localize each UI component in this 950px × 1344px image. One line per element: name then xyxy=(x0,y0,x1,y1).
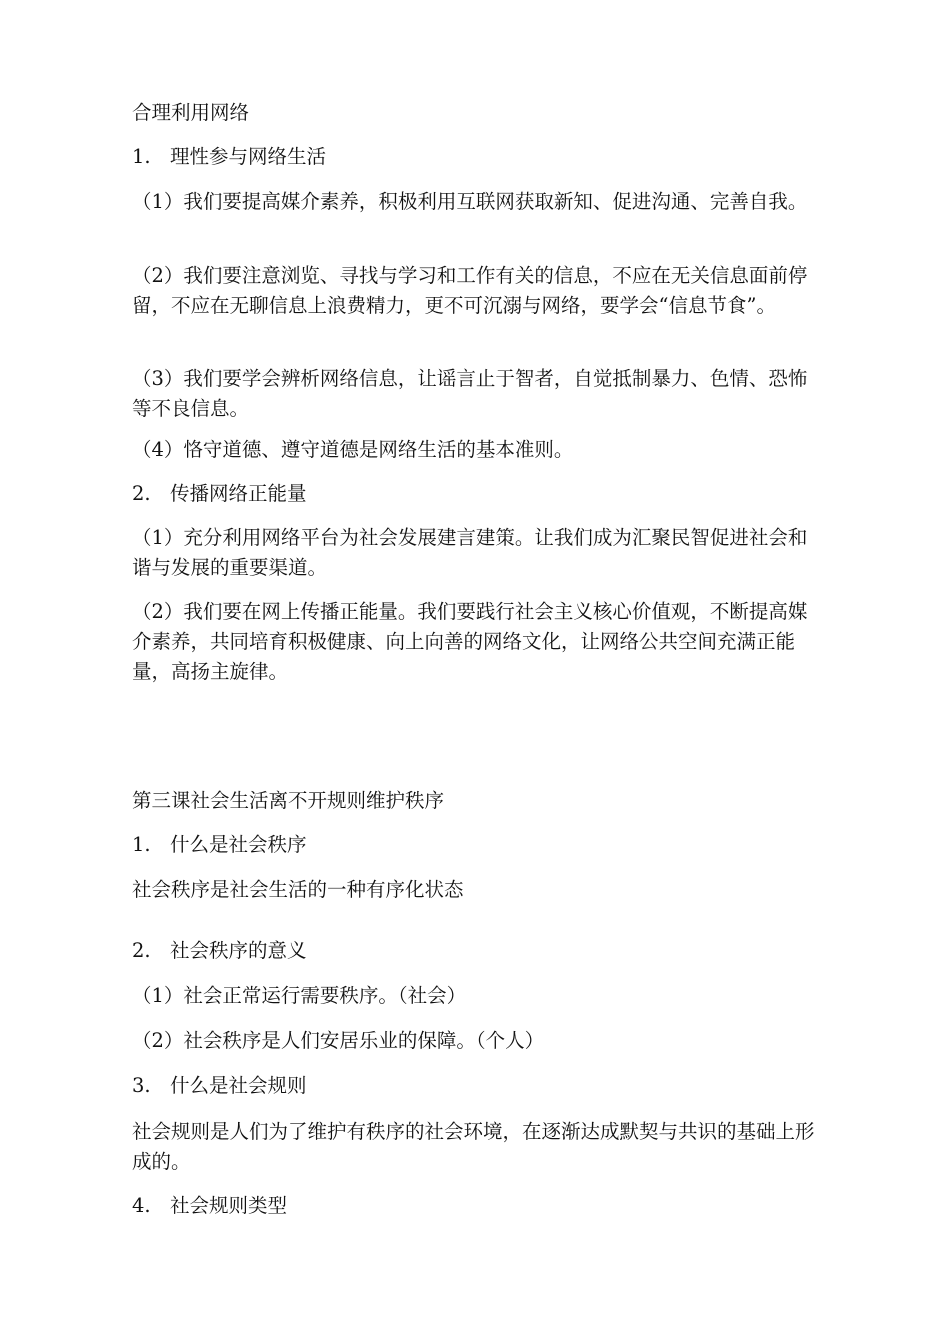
heading-2 xyxy=(132,936,822,966)
chapter-title: 第三课社会生活离不开规则维护秩序 xyxy=(132,789,445,812)
list-item: （1）社会正常运行需要秩序。（社会） xyxy=(132,984,467,1007)
paragraph: 社会规则是人们为了维护有秩序的社会环境，在逐渐达成默契与共识的基础上形成的。 xyxy=(132,1120,815,1173)
heading-3 xyxy=(132,1071,822,1101)
heading-1 xyxy=(132,142,822,172)
heading-text: 理性参与网络生活 xyxy=(170,145,327,168)
heading-text: 传播网络正能量 xyxy=(170,482,307,505)
heading-4 xyxy=(132,1191,822,1221)
list-item: （4）恪守道德、遵守道德是网络生活的基本准则。 xyxy=(132,438,574,461)
heading-2 xyxy=(132,479,822,509)
heading-number: 4. xyxy=(132,1194,151,1217)
list-item: （2）社会秩序是人们安居乐业的保障。（个人） xyxy=(132,1029,545,1052)
paragraph: 社会秩序是社会生活的一种有序化状态 xyxy=(132,878,464,901)
section-title: 合理利用网络 xyxy=(132,101,250,124)
list-item: （2）我们要在网上传播正能量。我们要践行社会主义核心价值观，不断提高媒介素养，共同培育积极健康、向上向善的网络文化，让网络公共空间充满正能量，高扬主旋律。 xyxy=(132,600,808,683)
heading-1 xyxy=(132,830,822,860)
heading-text: 什么是社会规则 xyxy=(170,1074,307,1097)
heading-text: 什么是社会秩序 xyxy=(170,833,307,856)
heading-number: 1. xyxy=(132,145,151,168)
heading-number: 2. xyxy=(132,939,151,962)
list-item: （1）充分利用网络平台为社会发展建言建策。让我们成为汇聚民智促进社会和谐与发展的重要渠道。 xyxy=(132,526,808,579)
list-item: （2）我们要注意浏览、寻找与学习和工作有关的信息，不应在无关信息面前停留，不应在无聊信息上浪费精力，更不可沉溺与网络，要学会“信息节食”。 xyxy=(132,264,808,317)
heading-number: 2. xyxy=(132,482,151,505)
list-item: （1）我们要提高媒介素养，积极利用互联网获取新知、促进沟通、完善自我。 xyxy=(132,190,808,213)
heading-number: 3. xyxy=(132,1074,151,1097)
heading-number: 1. xyxy=(132,833,151,856)
heading-text: 社会规则类型 xyxy=(170,1194,288,1217)
heading-text: 社会秩序的意义 xyxy=(170,939,307,962)
list-item: （3）我们要学会辨析网络信息，让谣言止于智者，自觉抵制暴力、色情、恐怖等不良信息。 xyxy=(132,367,808,420)
